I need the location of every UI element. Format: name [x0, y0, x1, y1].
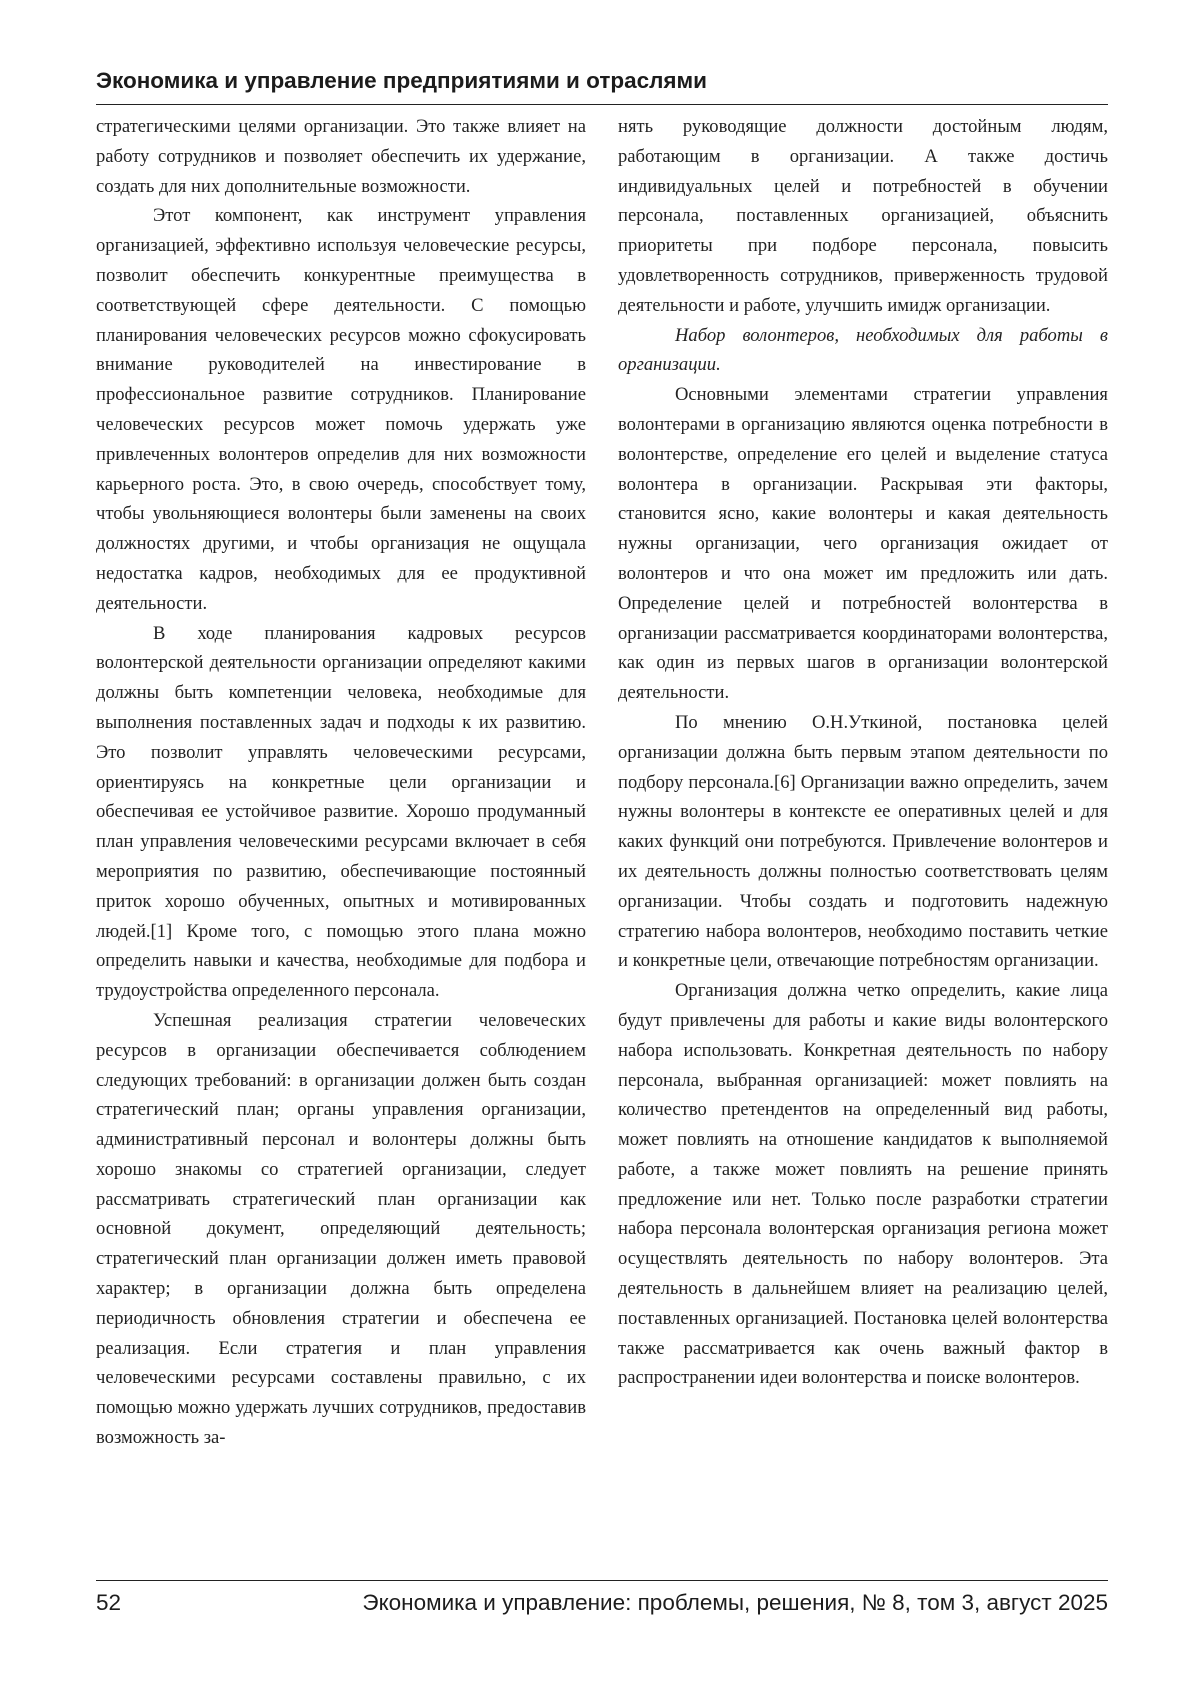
paragraph: Основными элементами стратегии управления волонтерами в организацию являются оценка потребности в волонтерстве, определение его целей и выделение статуса волонтера в организации. Раскрывая эти факторы, становится ясно, какие волонтеры и какая деятельность нужны организации, чего организация ожидает от волонтеров и что она может им предложить или дать. Определение целей и потребностей волонтерства в организации рассматривается координаторами волонтерства, как один из первых шагов в организации волонтерской деятельности. — [618, 384, 1108, 704]
page-number: 52 — [96, 1590, 122, 1615]
section-title: Экономика и управление предприятиями и отраслями — [96, 68, 708, 93]
footer-rule — [96, 1580, 1108, 1581]
paragraph: Успешная реализация стратегии человеческих ресурсов в организации обеспечивается соблюдением следующих требований: в организации должен быть создан стратегический план; органы управления организации, административный персонал и волонтеры должны быть хорошо знакомы со стратегией организации, следует рассматривать стратегический план организации как основной документ, определяющий деятельность; стратегический план организации должен иметь правовой характер; в организации должна быть определена периодичность обновления стратегии и обеспечена ее реализация. Если стратегия и план управления человеческими ресурсами составлены правильно, с их помощью можно удержать лучших сотрудников, предоставив возможность за- — [96, 1009, 586, 1449]
header-rule — [96, 104, 1108, 105]
paragraph: Этот компонент, как инструмент управления организацией, эффективно используя человеческие ресурсы, позволит обеспечить конкурентные преимущества в соответствующей сфере деятельности. С помощью планирования человеческих ресурсов можно сфокусировать внимание руководителей на инвестирование в профессиональное развитие сотрудников. Планирование человеческих ресурсов может помочь удержать уже привлеченных волонтеров определив для них возможности карьерного роста. Это, в свою очередь, способствует тому, чтобы увольняющиеся волонтеры были заменены на своих должностях другими, и чтобы организация не ощущала недостатка кадров, необходимых для ее продуктивной деятельности. — [96, 205, 586, 614]
paragraph: нять руководящие должности достойным людям, работающим в организации. А также достичь индивидуальных целей и потребностей в обучении персонала, поставленных организацией, объяснить приоритеты при подборе персонала, повысить удовлетворенность сотрудников, приверженность трудовой деятельности и работе, улучшить имидж организации. — [618, 116, 1108, 316]
right-column — [618, 112, 1108, 1393]
paragraph: В ходе планирования кадровых ресурсов волонтерской деятельности организации определяют какими должны быть компетенции человека, необходимые для выполнения поставленных задач и подходы к их развитию. Это позволит управлять человеческими ресурсами, ориентируясь на конкретные цели организации и обеспечивая ее устойчивое развитие. Хорошо продуманный план управления человеческими ресурсами включает в себя мероприятия по развитию, обеспечивающие постоянный приток хорошо обученных, опытных и мотивированных людей.[1] Кроме того, с помощью этого плана можно определить навыки и качества, необходимые для подбора и трудоустройства определенного персонала. — [96, 622, 586, 1002]
journal-info: Экономика и управление: проблемы, решения, № 8, том 3, август 2025 — [362, 1590, 1108, 1615]
page-footer — [96, 1588, 1108, 1618]
paragraph: Организация должна четко определить, какие лица будут привлечены для работы и какие виды волонтерского набора использовать. Конкретная деятельность по набору персонала, выбранная организацией: может повлиять на количество претендентов на определенный вид работы, может повлиять на отношение кандидатов к выполняемой работе, а также может повлиять на решение принять предложение или нет. Только после разработки стратегии набора персонала волонтерская организация региона может осуществлять деятельность по набору волонтеров. Эта деятельность в дальнейшем влияет на реализацию целей, поставленных организацией. Постановка целей волонтерства также рассматривается как очень важный фактор в распространении идеи волонтерства и поиске волонтеров. — [618, 980, 1108, 1389]
left-column — [96, 112, 586, 1453]
paragraph: стратегическими целями организации. Это также влияет на работу сотрудников и позволяет обеспечить их удержание, создать для них дополнительные возможности. — [96, 116, 586, 197]
paragraph: По мнению О.Н.Уткиной, постановка целей организации должна быть первым этапом деятельности по подбору персонала.[6] Организации важно определить, зачем нужны волонтеры в контексте ее оперативных целей и для каких функций они потребуются. Привлечение волонтеров и их деятельность должны полностью соответствовать целям организации. Чтобы создать и подготовить надежную стратегию набора волонтеров, необходимо поставить четкие и конкретные цели, отвечающие потребностям организации. — [618, 711, 1108, 972]
subsection-heading: Набор волонтеров, необходимых для работы в организации. — [618, 324, 1108, 376]
